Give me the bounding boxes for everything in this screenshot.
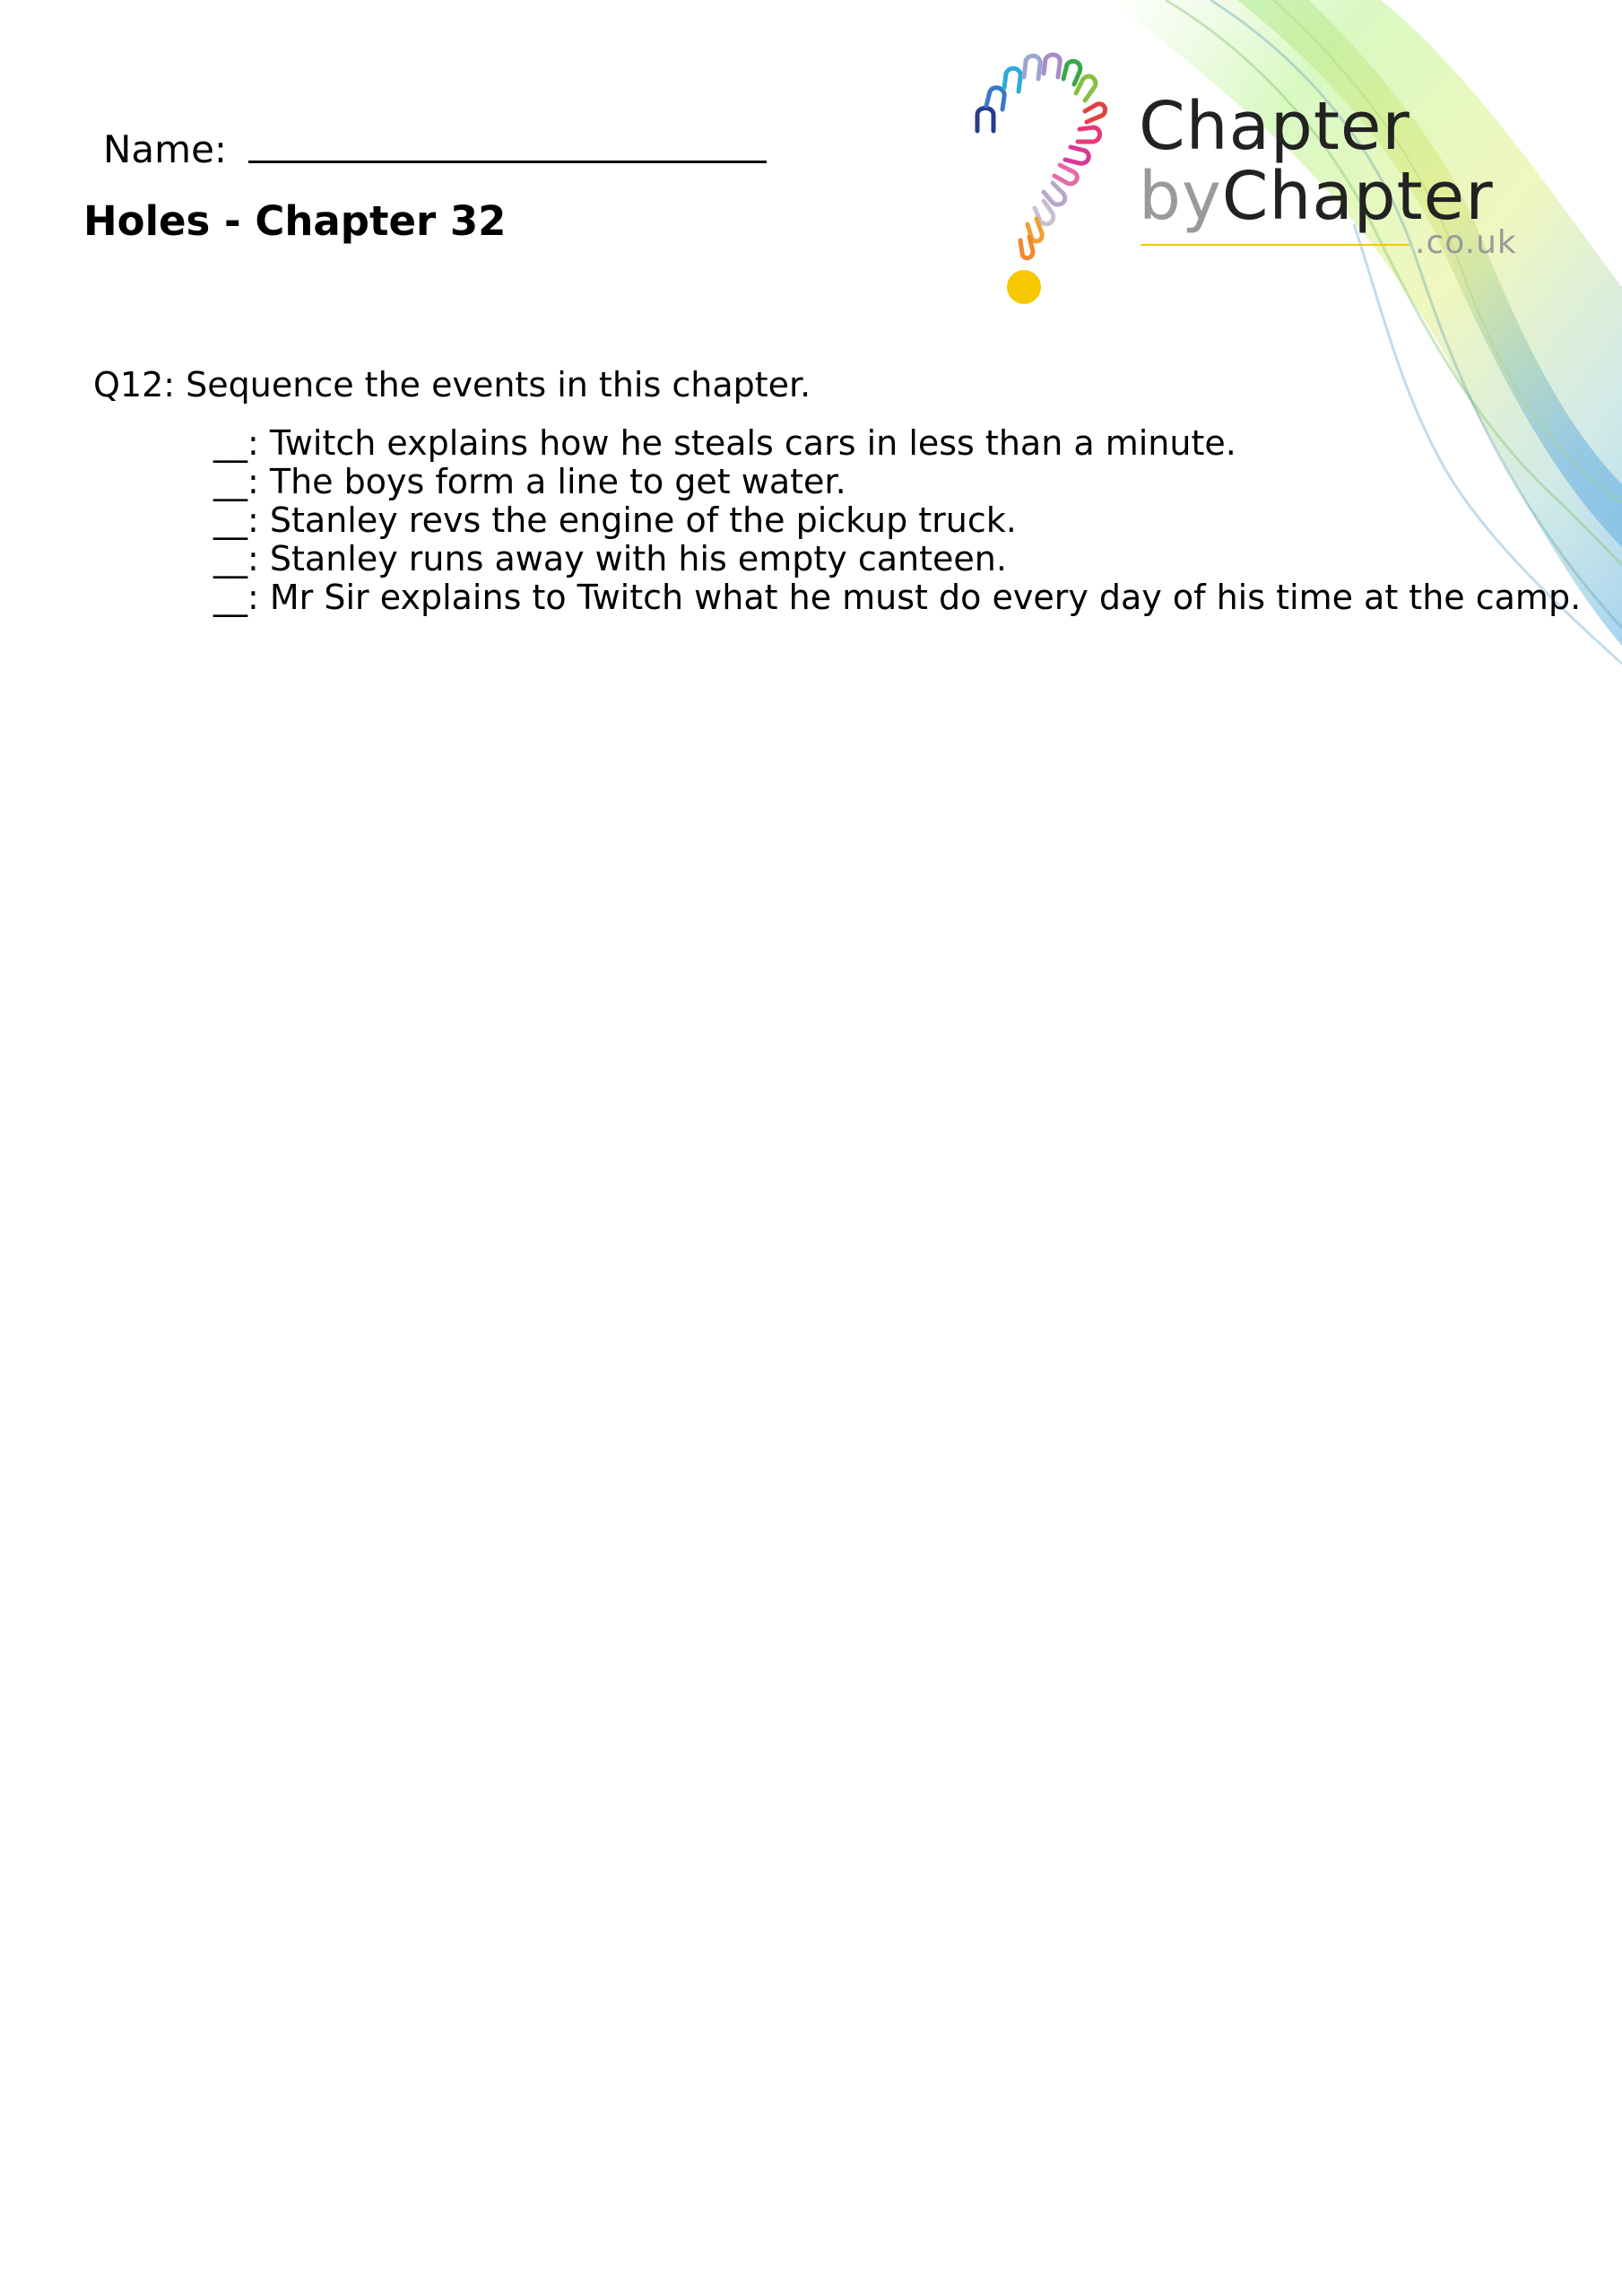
event-item: __: The boys form a line to get water. xyxy=(213,462,846,501)
order-blank[interactable]: __ xyxy=(213,462,247,501)
name-field-row xyxy=(103,115,767,169)
chapter-by-chapter-logo xyxy=(967,52,1540,312)
event-item: __: Mr Sir explains to Twitch what he must do every day of his time at the camp. xyxy=(213,578,1582,617)
event-text: The boys form a line to get water. xyxy=(269,462,846,501)
order-blank[interactable]: __ xyxy=(213,578,247,617)
name-label: Name: xyxy=(103,127,228,171)
logo-line-bychapter xyxy=(1139,158,1533,235)
logo-by-text: by xyxy=(1139,158,1222,235)
event-list xyxy=(213,424,1581,617)
question-prompt: Q12: Sequence the events in this chapter. xyxy=(93,365,811,404)
order-blank[interactable]: __ xyxy=(213,539,247,578)
event-text: Stanley revs the engine of the pickup truck. xyxy=(269,500,1017,540)
book-question-mark-icon xyxy=(967,52,1137,312)
logo-line-chapter: Chapter xyxy=(1139,88,1410,165)
logo-domain: .co.uk xyxy=(1415,224,1517,261)
name-answer-line[interactable] xyxy=(248,161,767,163)
event-text: Twitch explains how he steals cars in less than a minute. xyxy=(269,423,1236,463)
order-blank[interactable]: __ xyxy=(213,423,247,463)
worksheet-title: Holes - Chapter 32 xyxy=(83,197,507,245)
logo-chapter-text: Chapter xyxy=(1221,158,1494,235)
order-blank[interactable]: __ xyxy=(213,500,247,540)
event-text: Mr Sir explains to Twitch what he must do every day of his time at the camp. xyxy=(269,578,1582,617)
logo-wordmark xyxy=(1139,88,1533,267)
logo-footer xyxy=(1139,224,1533,267)
event-item: __: Twitch explains how he steals cars in less than a minute. xyxy=(213,423,1236,463)
event-item: __: Stanley runs away with his empty canteen. xyxy=(213,539,1007,578)
event-item: __: Stanley revs the engine of the pickup truck. xyxy=(213,500,1017,540)
logo-underline xyxy=(1141,244,1409,246)
event-text: Stanley runs away with his empty canteen. xyxy=(269,539,1007,578)
